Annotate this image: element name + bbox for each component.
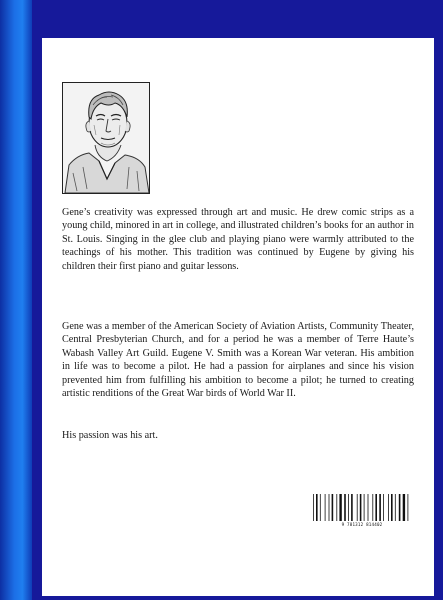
barcode-bar [372,494,373,521]
barcode-bars [310,493,414,523]
barcode-bar [351,494,353,521]
barcode-bar [325,494,326,521]
barcode-bar [388,494,389,521]
back-cover-page [42,38,434,596]
barcode-bar [403,494,405,521]
barcode-bar [336,494,337,521]
bio-paragraph-art-music: Gene’s creativity was expressed through art and music. He drew comic strips as a young child, minored in art in college, and illustrated children’s books for an author in St. Louis. Singing in the glee club and playing piano were warmly attributed to the teachings of his mother. This tradition was continued by Eugene by giving his children their first piano and guitar lessons. [62,207,414,272]
barcode-bar [391,494,393,521]
book-spine [0,0,32,600]
barcode-bar [360,494,362,521]
barcode-bar [320,494,321,521]
barcode-bar [316,494,318,521]
author-portrait-sketch [62,82,150,194]
barcode-bar [313,494,314,521]
barcode-bar [344,494,346,521]
barcode-bar [383,494,384,521]
barcode-bar [339,494,341,521]
bio-paragraph-closing: His passion was his art. [62,430,158,441]
barcode-bar [408,494,409,521]
portrait-drawing [63,83,149,193]
barcode-bar [364,494,365,521]
barcode-bar [399,494,401,521]
barcode-digits: 9 781312 814402 [341,522,383,527]
bio-paragraph-memberships: Gene was a member of the American Society of Aviation Artists, Community Theater, Central Presbyterian Church, and for a period he was a member of Terre Haute’s Wabash Valley Art Guild. Eugene V. Smith was a Korean War veteran. His ambition in life was to become a pilot. He had a passion for airplanes and since his vision prevented him from fulfilling his ambition to become a pilot; he turned to creating artistic renditions of the Great War birds of World War II. [62,321,414,400]
barcode-bar [329,494,330,521]
barcode-bar [375,494,377,521]
barcode-bar [332,494,334,521]
barcode-bar [357,494,358,521]
barcode-bar [368,494,369,521]
barcode-bar [395,494,396,521]
barcode-bar [379,494,381,521]
isbn-barcode [310,493,414,531]
barcode-bar [348,494,349,521]
